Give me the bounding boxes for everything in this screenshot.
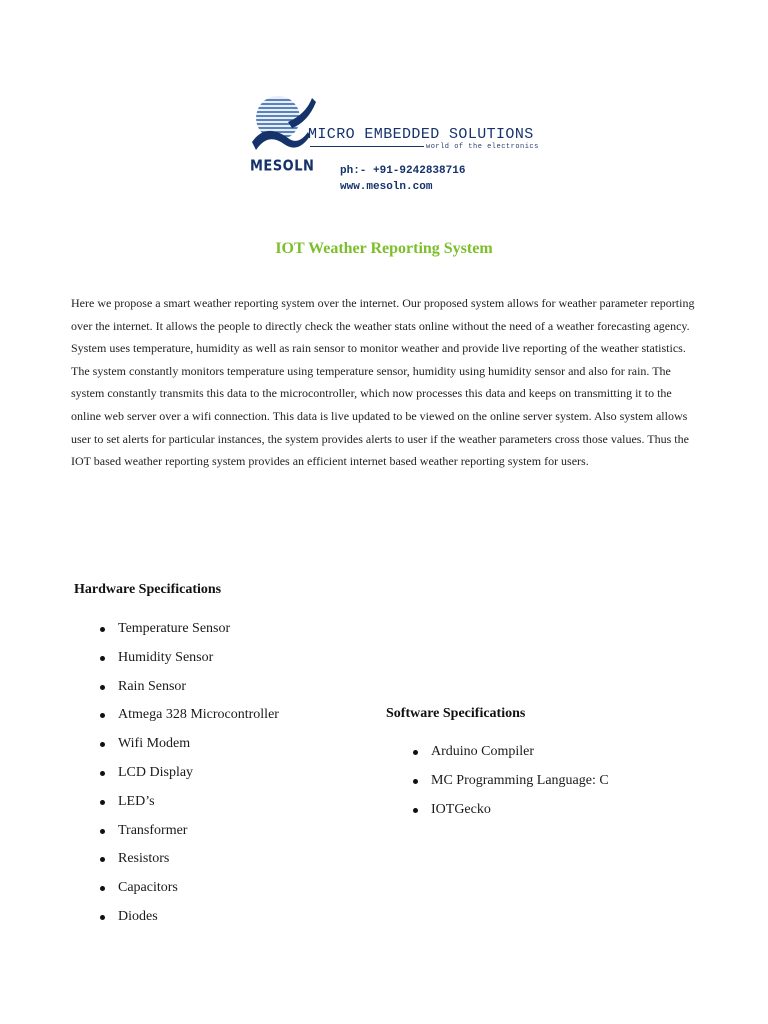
company-website: www.mesoln.com	[340, 181, 433, 193]
bullet-icon	[100, 771, 105, 776]
list-item: Diodes	[118, 908, 279, 937]
list-item: Wifi Modem	[118, 735, 279, 764]
company-name: MICRO EMBEDDED SOLUTIONS	[308, 126, 534, 143]
bullet-icon	[100, 656, 105, 661]
logo-abbreviation: MESOLN	[250, 157, 315, 176]
bullet-icon	[100, 627, 105, 632]
operation-paragraph: The system constantly monitors temperature using temperature sensor, humidity using humidity sensor and also for rain. The system constantly transmits this data to the microcontroller, which now processes this data and keeps on transmitting it to the online web server over a wifi connection. This data is live updated to be viewed on the online server system. Also system allows user to set alerts for particular instances, the system provides alerts to user if the weather parameters cross those values. Thus the IOT based weather reporting system provides an efficient internet based weather reporting system for users.	[71, 363, 689, 469]
bullet-icon	[100, 685, 105, 690]
document-title: IOT Weather Reporting System	[275, 240, 493, 257]
bullet-icon	[413, 779, 418, 784]
bullet-icon	[100, 857, 105, 862]
list-item: LCD Display	[118, 764, 279, 793]
intro-paragraph: Here we propose a smart weather reporting system over the internet. Our proposed system allows for weather parameter reporting over the internet. It allows the people to directly check the weather stats online without the need of a weather forecasting agency.	[71, 296, 695, 333]
list-item: Temperature Sensor	[118, 620, 279, 649]
bullet-icon	[100, 915, 105, 920]
company-tagline: world of the electronics	[426, 143, 539, 151]
bullet-icon	[100, 713, 105, 718]
company-logo	[248, 92, 538, 202]
list-item: Atmega 328 Microcontroller	[118, 706, 279, 735]
software-heading: Software Specifications	[386, 706, 526, 721]
company-phone: ph:- +91-9242838716	[340, 165, 466, 177]
list-item: Resistors	[118, 850, 279, 879]
sensor-paragraph: System uses temperature, humidity as well as rain sensor to monitor weather and provide live reporting of the weather statistics.	[71, 341, 686, 356]
hardware-list	[118, 620, 279, 937]
list-item: LED’s	[118, 793, 279, 822]
bullet-icon	[413, 808, 418, 813]
list-item: IOTGecko	[431, 801, 609, 830]
list-item: Arduino Compiler	[431, 743, 609, 772]
list-item: MC Programming Language: C	[431, 772, 609, 801]
bullet-icon	[100, 800, 105, 805]
document-body	[71, 292, 699, 473]
bullet-icon	[100, 829, 105, 834]
software-list	[431, 743, 609, 829]
list-item: Humidity Sensor	[118, 649, 279, 678]
bullet-icon	[100, 742, 105, 747]
bullet-icon	[100, 886, 105, 891]
list-item: Capacitors	[118, 879, 279, 908]
list-item: Transformer	[118, 822, 279, 851]
bullet-icon	[413, 750, 418, 755]
list-item: Rain Sensor	[118, 678, 279, 707]
hardware-heading: Hardware Specifications	[74, 582, 222, 597]
